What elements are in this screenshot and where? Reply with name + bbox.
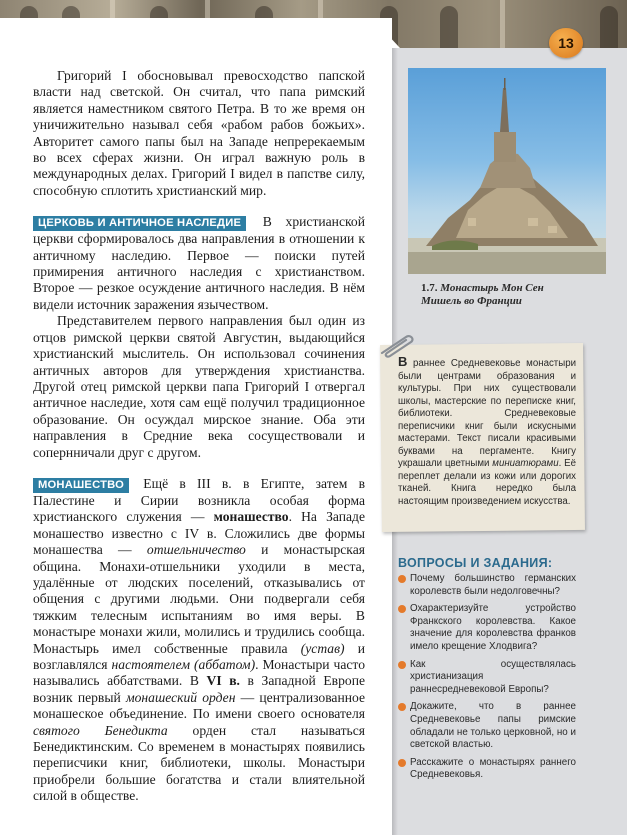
banner-arch	[600, 6, 618, 48]
term-monasticism: монашество	[213, 509, 289, 525]
bullet-icon	[398, 575, 406, 583]
caption-number: 1.7.	[421, 282, 438, 294]
question-text: Почему большинство германских королевств были недолговечны?	[410, 573, 576, 597]
monastery-illustration	[408, 68, 606, 274]
question-text: Как осуществлялась христианизация раннесредневековой Европы?	[410, 658, 576, 695]
question-text: Докажите, что в раннее Средневековье папы римские обладали не только церковной, но и светской властью.	[410, 701, 576, 751]
questions-list	[398, 573, 576, 787]
section-monasticism	[33, 476, 365, 805]
text-run: в Западной Европе возник первый	[33, 673, 365, 705]
term-miniatures: миниатюрами	[492, 458, 559, 469]
house	[548, 226, 557, 233]
bullet-icon	[398, 703, 406, 711]
paragraph-gap	[33, 199, 365, 214]
spire-tip	[504, 78, 506, 90]
house	[528, 218, 538, 226]
questions-title: ВОПРОСЫ И ЗАДАНИЯ:	[398, 556, 553, 570]
main-text-column	[33, 68, 365, 805]
term-rule: (устав)	[300, 640, 345, 656]
house	[468, 218, 476, 226]
question-text: Охарактеризуйте устройство Франкского королевства. Какое значение для королевства франков имело крещение Хлодвига?	[410, 603, 576, 652]
question-item	[398, 701, 576, 751]
abbey-spire	[500, 88, 509, 132]
bullet-icon	[398, 605, 406, 613]
term-monastic-order: монашеский орден	[125, 689, 236, 705]
text-run: . Её переплет делали из кожи или дорогих тканей. Книга нередко была настоящим произведением искусства.	[398, 458, 577, 507]
photo-caption	[421, 282, 571, 308]
question-item	[398, 573, 576, 598]
question-item	[398, 659, 576, 697]
bullet-icon	[398, 661, 406, 669]
term-hermitage: отшельничество	[146, 542, 246, 558]
mont-saint-michel-photo	[408, 68, 606, 274]
section-tag-monasticism: МОНАШЕСТВО	[33, 478, 129, 493]
note-drop-cap: В	[398, 354, 408, 369]
bullet-icon	[398, 759, 406, 767]
section-tag-church: ЦЕРКОВЬ И АНТИЧНОЕ НАСЛЕДИЕ	[33, 216, 246, 231]
question-item	[398, 603, 576, 653]
banner-column	[500, 0, 505, 48]
paragraph-augustine: Представителем первого направления был один из отцов римской церкви святой Августин, выдающийся христианский мыслитель. Он использовал сочинения античных авторов для утверждения христианства. Другой отец римской церкви папа Григорий I отвергал античное наследие, хотя сам ещё получил традиционное образование. Он осуждал мирское знание. Оба эти направления в Средние века сосуществовали и сопернничали друг с другом.	[33, 313, 365, 460]
text-run: . На Западе монашество известно с IV в. Сложились две формы монашества —	[33, 509, 365, 558]
caption-text: Монастырь Мон Сен Мишель во Франции	[421, 282, 544, 307]
text-run: и монастырская община. Монахи-отшельники уходили в места, удалённые от людских поселений, отказывались от общения с другими людьми. Они подвергали себя тяжким телесным испытаниям во имя веры. В монастыре монахи жили, молились и трудились сообща. Монастырь имел собственные правила	[33, 542, 365, 656]
text-run: — централизованное монашеское объединение. По имени своего основателя	[33, 689, 366, 722]
section-church-lead: В христианской церкви сформировалось два направления в отношении к античному наследию. Первое — поиски путей примирения античного наследия с христианством. Второе — резкое осуждение античного наследия. В нём видели источник заражения язычеством.	[33, 214, 365, 312]
foreground-sand	[408, 252, 606, 274]
text-run: орден стал называться Бенедиктинским. Со временем в монастырях появились переписчики книг, библиотеки, школы. Монастыри приобрели большие богатства и стали влиятельной силой в обществе.	[33, 722, 365, 804]
text-run: раннее Средневековье монастыри были центрами образования и культуры. При них существовали школы, мастерские по переписке книг, библиотеки. Средневековые переписчики книг были искусными мастерами. Текст писали красивыми буквами на пергаменте. Книгу украшали цветными	[398, 358, 576, 469]
page-number-badge: 13	[549, 28, 583, 58]
abbey-church	[494, 132, 516, 162]
term-abbot: настоятелем (аббатом)	[111, 657, 256, 672]
text-run: . Монастыри часто назывались аббатствами. В	[33, 657, 365, 689]
text-run: Ещё в III в. в Египте, затем в Палестине и Сирии возникла особая форма христианского служения —	[33, 475, 365, 525]
question-item	[398, 757, 576, 782]
banner-arch	[440, 6, 458, 48]
note-text	[398, 356, 576, 508]
text-run: и возглавлялся	[33, 640, 365, 672]
paragraph-gap	[33, 461, 365, 476]
term-sixth-century: VI в.	[206, 673, 240, 689]
term-saint-benedict: святого Бенедикта	[33, 722, 168, 738]
question-text: Расскажите о монастырях раннего Средневековья.	[410, 756, 576, 781]
paragraph-gregory: Григорий I обосновывал превосходство папской власти над светской. Он считал, что папа римский является наместником святого Петра. В то же время он уничижительно называл себя «рабом рабов божьих». Авторитет самого папы был на Западе непререкаемым во всех сферах жизни. Он играл важную роль в международных делах. Григорий I видел в папстве силу, способную сплотить христианский мир.	[33, 68, 365, 198]
section-church-antiquity	[33, 214, 365, 313]
